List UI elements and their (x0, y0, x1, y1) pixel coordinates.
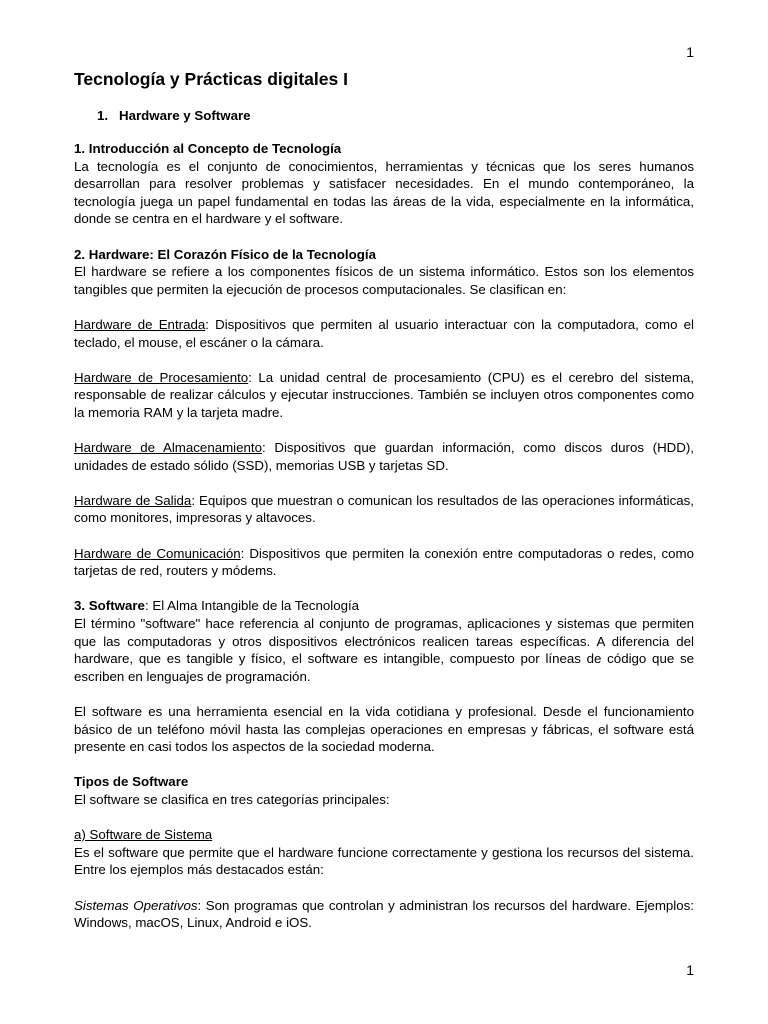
section-3 (74, 597, 694, 685)
sistemas-operativos-item (74, 897, 694, 932)
sistemas-operativos-desc: : Son programas que controlan y administran los recursos del hardware. Ejemplos: Windows, macOS, Linux, Android e iOS. (74, 897, 694, 931)
software-sistema-body: Es el software que permite que el hardware funcione correctamente y gestiona los recursos del sistema. Entre los ejemplos más destacados están: (74, 844, 694, 878)
hardware-item (74, 492, 694, 527)
numbered-heading-number: 1. (97, 108, 109, 123)
section-3-heading-rest: : El Alma Intangible de la Tecnología (144, 598, 360, 614)
section-3-heading (74, 597, 694, 615)
hardware-item (74, 316, 694, 351)
hardware-item-term: Hardware de Comunicación (74, 545, 241, 561)
section-2 (74, 246, 694, 299)
hardware-item-term: Hardware de Salida (74, 492, 192, 508)
hardware-item (74, 439, 694, 474)
hardware-item-desc: : La unidad central de procesamiento (CPU) es el cerebro del sistema, responsable de realizar cálculos y ejecutar instrucciones. También se incluyen otros componentes como la memoria RAM y la tarjeta madre. (74, 369, 694, 420)
document-title: Tecnología y Prácticas digitales I (74, 69, 348, 89)
software-sistema-section (74, 826, 694, 879)
numbered-heading (97, 107, 694, 124)
hardware-item (74, 369, 694, 422)
sistemas-operativos-term: Sistemas Operativos (74, 897, 198, 913)
tipos-heading: Tipos de Software (74, 774, 189, 790)
hardware-item-term: Hardware de Almacenamiento (74, 440, 263, 456)
numbered-heading-text: Hardware y Software (119, 108, 251, 123)
section-1-heading: 1. Introducción al Concepto de Tecnología (74, 141, 342, 156)
tipos-section (74, 773, 694, 808)
tipos-body: El software se clasifica en tres categorías principales: (74, 791, 390, 807)
hardware-item (74, 545, 694, 580)
hardware-item-desc: : Dispositivos que permiten la conexión entre computadoras o redes, como tarjetas de red, routers y módems. (74, 545, 694, 579)
hardware-item-term: Hardware de Procesamiento (74, 369, 249, 385)
software-sistema-heading: a) Software de Sistema (74, 827, 213, 843)
section-1-body: La tecnología es el conjunto de conocimientos, herramientas y técnicas que los seres humanos desarrollan para resolver problemas y satisfacer necesidades. En el mundo contemporáneo, la tecnología juega un papel fundamental en todas las áreas de la vida, especialmente en la informática, donde se centra en el hardware y el software. (74, 158, 694, 227)
section-3-heading-bold: 3. Software (74, 598, 145, 614)
hardware-item-desc: : Dispositivos que permiten al usuario interactuar con la computadora, como el teclado, el mouse, el escáner o la cámara. (74, 316, 694, 350)
hardware-item-term: Hardware de Entrada (74, 316, 206, 332)
section-2-body: El hardware se refiere a los componentes físicos de un sistema informático. Estos son los elementos tangibles que permiten la ejecución de procesos computacionales. Se clasifican en: (74, 264, 694, 297)
page-number-top: 1 (686, 44, 694, 60)
document-content (74, 68, 694, 949)
page-number-bottom: 1 (686, 962, 694, 978)
section-3-paragraph-2: El software es una herramienta esencial en la vida cotidiana y profesional. Desde el funcionamiento básico de un teléfono móvil hasta las complejas operaciones en empresas y fábricas, el software está presente en casi todos los aspectos de la sociedad moderna. (74, 704, 694, 755)
section-3-body: El término "software" hace referencia al conjunto de programas, aplicaciones y sistemas que permiten que las computadoras y otros dispositivos electrónicos realicen tareas específicas. A diferencia del hardware, que es tangible y físico, el software es intangible, compuesto por líneas de código que se escriben en lenguajes de programación. (74, 616, 694, 684)
section-2-heading: 2. Hardware: El Corazón Físico de la Tecnología (74, 246, 376, 262)
section-1 (74, 140, 694, 228)
hardware-item-desc: : Equipos que muestran o comunican los resultados de las operaciones informáticas, como monitores, impresoras y altavoces. (74, 492, 694, 526)
hardware-item-desc: : Dispositivos que guardan información, como discos duros (HDD), unidades de estado sólido (SSD), memorias USB y tarjetas SD. (74, 440, 694, 473)
